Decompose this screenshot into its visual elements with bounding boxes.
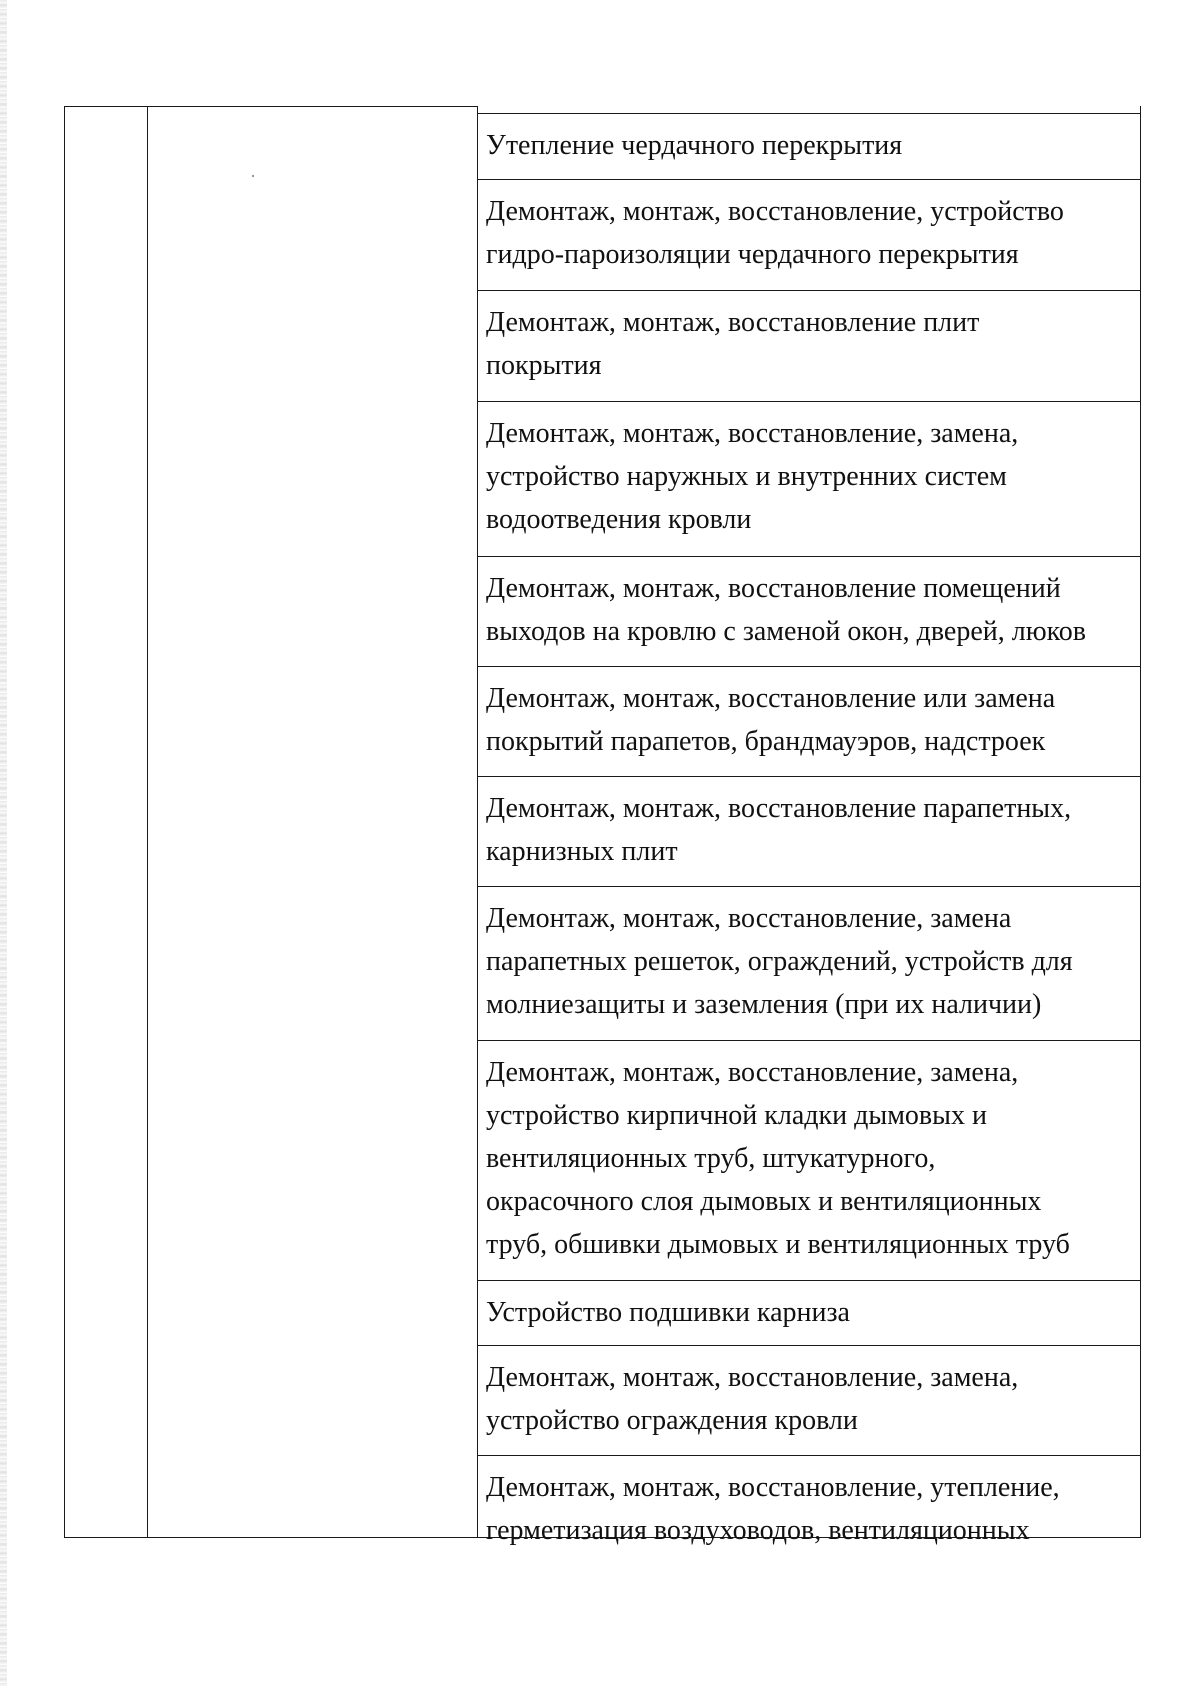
cell-text-line: устройство кирпичной кладки дымовых и <box>486 1100 987 1131</box>
cell-text-line: Демонтаж, монтаж, восстановление, замена, <box>486 1362 1019 1393</box>
cell-text-line: покрытия <box>486 350 602 381</box>
table-row <box>478 666 1140 776</box>
cell-text-line: окрасочного слоя дымовых и вентиляционных <box>486 1186 1042 1217</box>
cell-text-line: Устройство подшивки карниза <box>486 1297 850 1328</box>
table-row <box>478 556 1140 666</box>
cell-text-line: Демонтаж, монтаж, восстановление, замена, <box>486 1057 1019 1088</box>
cell-text-line: Демонтаж, монтаж, восстановление или замена <box>486 683 1056 714</box>
cell-text-line: Демонтаж, монтаж, восстановление, замена, <box>486 418 1019 449</box>
table-row <box>478 1345 1140 1455</box>
table-top-border <box>64 106 477 107</box>
cell-text-line: Демонтаж, монтаж, восстановление, замена <box>486 903 1012 934</box>
table-row <box>478 290 1140 401</box>
scan-edge-artifact <box>0 0 7 1686</box>
cell-text-line: парапетных решеток, ограждений, устройств для <box>486 946 1073 977</box>
table-row <box>478 776 1140 886</box>
cell-text-line: герметизация воздуховодов, вентиляционных <box>486 1515 1030 1546</box>
cell-text-line: выходов на кровлю с заменой окон, дверей, люков <box>486 616 1087 647</box>
table-row <box>478 1040 1140 1280</box>
cell-text-line: вентиляционных труб, штукатурного, <box>486 1143 936 1174</box>
cell-text-line: гидро-пароизоляции чердачного перекрытия <box>486 239 1019 270</box>
cell-text-line: Демонтаж, монтаж, восстановление плит <box>486 307 980 338</box>
cell-text-line: Демонтаж, монтаж, восстановление помещений <box>486 573 1061 604</box>
works-column <box>478 113 1140 1564</box>
cell-text-line: Демонтаж, монтаж, восстановление, устройство <box>486 196 1064 227</box>
cell-text-line: труб, обшивки дымовых и вентиляционных труб <box>486 1229 1070 1260</box>
cell-text-line: водоотведения кровли <box>486 504 752 535</box>
table-row <box>478 113 1140 179</box>
cell-text-line: устройство ограждения кровли <box>486 1405 858 1436</box>
table-row <box>478 179 1140 290</box>
table-column-divider-1 <box>147 106 148 1538</box>
table-row <box>478 1280 1140 1345</box>
cell-text-line: карнизных плит <box>486 836 678 867</box>
table-row <box>478 401 1140 556</box>
cell-text-line: Демонтаж, монтаж, восстановление, утепление, <box>486 1472 1060 1503</box>
table-left-border <box>64 106 65 1538</box>
table-row <box>478 886 1140 1040</box>
cell-text-line: Утепление чердачного перекрытия <box>486 130 903 161</box>
cell-text-line: молниезащиты и заземления (при их наличии) <box>486 989 1042 1020</box>
cell-text-line: устройство наружных и внутренних систем <box>486 461 1007 492</box>
table-row <box>478 1455 1140 1564</box>
cell-text-line: покрытий парапетов, брандмауэров, надстроек <box>486 726 1046 757</box>
table-right-border <box>1140 106 1141 1538</box>
cell-text-line: Демонтаж, монтаж, восстановление парапетных, <box>486 793 1072 824</box>
